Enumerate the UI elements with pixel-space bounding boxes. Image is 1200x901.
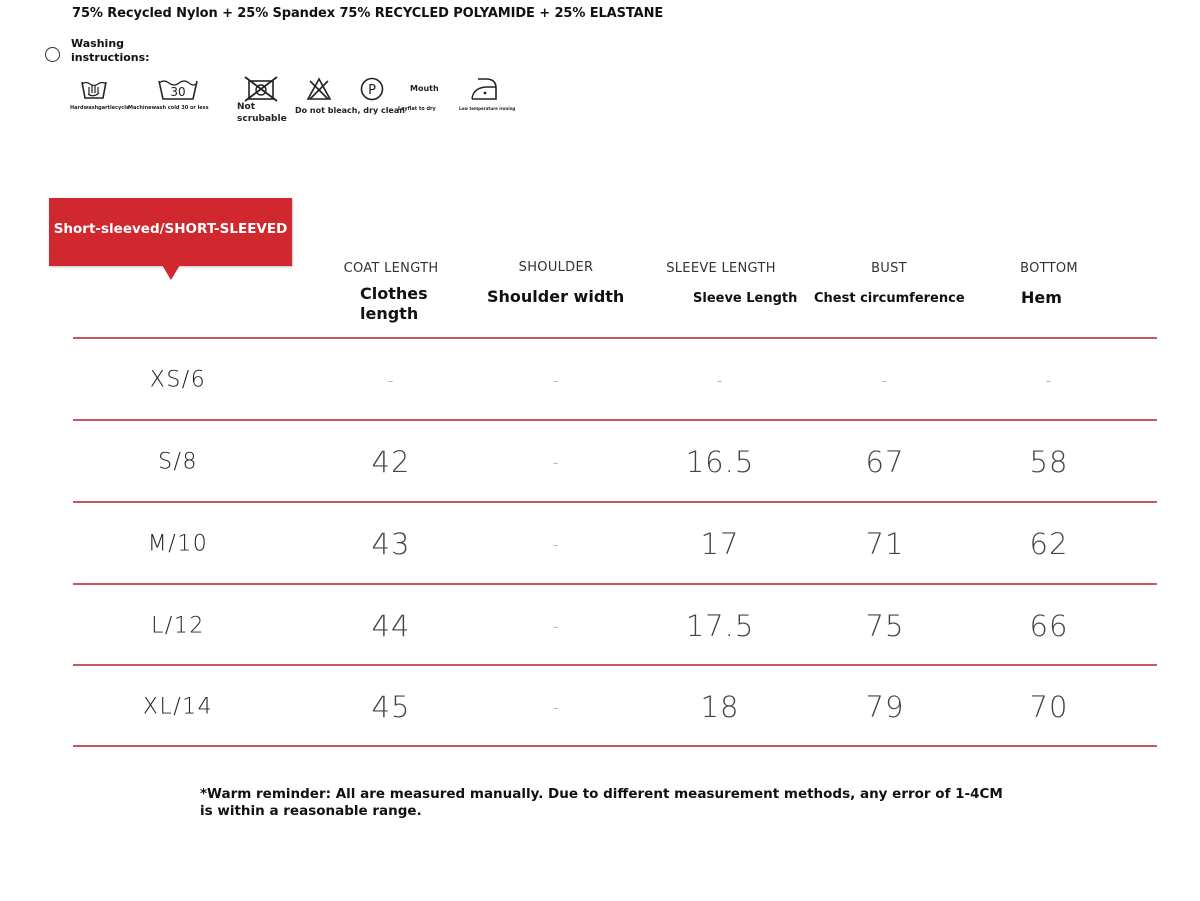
not-scrubable-label	[237, 101, 287, 125]
header-bottom: BOTTOM	[1020, 261, 1078, 276]
washing-instructions-title	[71, 37, 150, 65]
tub-number: 30	[170, 85, 186, 99]
subheader-clothes-length	[360, 284, 428, 324]
measurement-cell: -	[881, 370, 889, 390]
hand-wash-icon	[80, 76, 108, 100]
row-divider	[73, 337, 1157, 339]
measurement-cell: 17.5	[685, 608, 755, 643]
category-tab	[49, 198, 292, 266]
subheader-hem: Hem	[1021, 288, 1062, 307]
row-divider	[73, 745, 1157, 747]
header-coat-length: COAT LENGTH	[343, 261, 439, 276]
measurement-cell: 75	[865, 608, 905, 643]
radio-button[interactable]	[45, 47, 60, 62]
measurement-cell: -	[552, 534, 560, 554]
measurement-cell: 67	[865, 445, 905, 479]
hand-wash-label: Hardwashgartlecycle	[70, 105, 130, 111]
row-divider	[73, 419, 1157, 421]
measurement-cell: 79	[865, 689, 905, 724]
subheader-clothes-line2: length	[360, 304, 419, 323]
measurement-cell: 17	[700, 527, 740, 561]
subheader-sleeve-length: Sleeve Length	[693, 291, 798, 306]
measurement-cell: 70	[1029, 689, 1069, 724]
measurement-cell: -	[552, 370, 560, 390]
warm-reminder: *Warm reminder: All are measured manually. Due to different measurement methods, any error of 1-4CM is within a reasonable range.	[200, 786, 1003, 819]
iron-icon	[469, 76, 499, 102]
header-sleeve-length: SLEEVE LENGTH	[666, 261, 776, 276]
no-bleach-icon	[306, 77, 332, 101]
measurement-cell: 45	[371, 689, 411, 724]
size-cell: XL/14	[142, 694, 214, 719]
measurement-cell: -	[716, 370, 724, 390]
measurement-cell: 62	[1029, 527, 1069, 561]
measurement-cell: 16.5	[685, 445, 755, 479]
measurement-cell: -	[1045, 370, 1053, 390]
washing-title-line1: Washing	[71, 37, 125, 50]
tab-pointer	[162, 265, 180, 280]
row-divider	[73, 664, 1157, 666]
measurement-cell: 18	[700, 689, 740, 724]
header-bust: BUST	[871, 261, 907, 276]
measurement-cell: -	[552, 616, 560, 635]
measurement-cell: -	[552, 452, 560, 472]
measurement-cell: 44	[371, 608, 411, 643]
measurement-cell: 71	[865, 527, 905, 561]
size-cell: XS/6	[149, 367, 207, 393]
washing-title-line2: instructions:	[71, 51, 150, 64]
subheader-shoulder-width: Shoulder width	[487, 287, 625, 306]
row-divider	[73, 501, 1157, 503]
machine-wash-30-icon	[157, 76, 199, 101]
not-scrubable-line2: scrubable	[237, 114, 287, 124]
not-scrubable-line1: Not	[237, 102, 256, 112]
size-cell: L/12	[151, 613, 205, 638]
category-tab-label: Short-sleeved/SHORT-SLEEVED	[53, 221, 288, 237]
row-divider	[73, 583, 1157, 585]
do-not-scrub-icon	[243, 75, 279, 103]
subheader-clothes-line1: Clothes	[360, 284, 428, 303]
mouth-label: Mouth	[410, 84, 439, 93]
measurement-cell: 42	[371, 445, 411, 479]
header-shoulder: SHOULDER	[518, 260, 594, 275]
p-letter: P	[368, 83, 376, 98]
measurement-cell: 66	[1029, 608, 1069, 643]
iron-label: Low temperature ironing	[459, 106, 516, 111]
no-bleach-dry-clean-label: Do not bleach, dry clean	[295, 106, 405, 115]
lay-flat-label: Layflat to dry	[398, 106, 436, 112]
subheader-chest-circumference: Chest circumference	[814, 291, 965, 306]
measurement-cell: 43	[371, 527, 411, 561]
material-composition: 75% Recycled Nylon + 25% Spandex 75% RECYCLED POLYAMIDE + 25% ELASTANE	[72, 6, 664, 21]
size-cell: S/8	[158, 449, 198, 475]
machine-wash-label: Machinewash cold 30 or less	[128, 105, 209, 111]
measurement-cell: -	[387, 370, 395, 390]
size-cell: M/10	[147, 531, 209, 557]
measurement-cell: 58	[1029, 445, 1069, 479]
dry-clean-p-icon	[359, 77, 385, 101]
measurement-cell: -	[552, 697, 560, 716]
